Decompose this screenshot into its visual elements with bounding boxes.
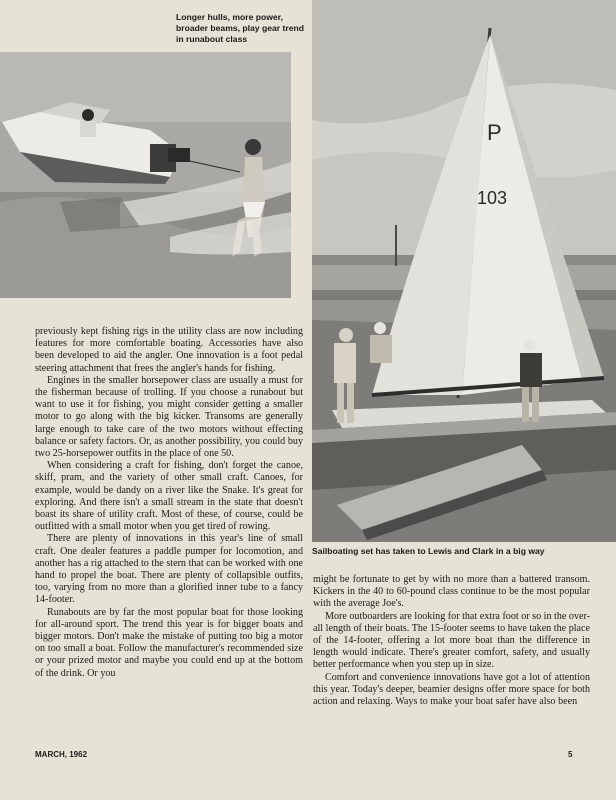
paragraph: Runabouts are by far the most popular boat for those looking for all-around sport. The trend this year is for bigger boats and bigger motors. Don't make the mistake of putting too big a motor on too small a boat. Follow the manufacturer's recommended size or your prized motor and maybe you could end up at the bottom of the drink. Or you [35, 606, 303, 679]
sail-number: 103 [477, 188, 508, 208]
paragraph: Comfort and convenience innovations have got a lot of attention this year. Today's deeper, beamier designs offer more space for both action and relaxing. Ways to make your boat safer have also been [313, 671, 590, 708]
page-number: 5 [568, 750, 573, 759]
left-text-column [35, 326, 303, 680]
sailboat-caption: Sailboating set has taken to Lewis and Clark in a big way [312, 546, 545, 556]
sailboat-photo [312, 0, 616, 542]
right-text-column [313, 574, 590, 708]
paragraph: When considering a craft for fishing, don't forget the canoe, skiff, pram, and the variety of other small craft. Canoes, for example, would be dandy on a river like the Snake. It's great for exploring. And there isn't a small stream in the state that doesn't boast its share of utility craft. Most of these, of course, could be outfitted with a small motor when you get tired of rowing. [35, 460, 303, 533]
runabout-waterskier-photo [0, 52, 291, 298]
paragraph: might be fortunate to get by with no more than a battered transom. Kickers in the 40 to 60-pound class continue to be the most popular with the average Joe's. [313, 574, 590, 610]
issue-date: MARCH, 1962 [35, 750, 88, 759]
paragraph: More outboarders are looking for that extra foot or so in the over-all length of their boats. The 15-footer seems to have taken the place of the 14-footer, offering a lot more boat than the difference in length would indicate. There's greater comfort, safety, and usually better performance when you step up in size. [313, 610, 590, 671]
paragraph: previously kept fishing rigs in the utility class are now including features for more comfortable boating. Accessories have also been developed to aid the angler. One innovation is a foot pedal steering attachment that frees the angler's hands for fishing. [35, 326, 303, 374]
paragraph: Engines in the smaller horsepower class are usually a must for the fisherman because of trolling. If you choose a runabout but want to use it for fishing, you might consider getting a smaller motor to go along with the big kicker. Transoms are generally large enough to take care of the two motors without effecting balance or safety factors. Or, as another possibility, you could buy two 25-horsepower outfits in the place of one 50. [35, 374, 303, 460]
runabout-caption: Longer hulls, more power, broader beams, play gear trend in runabout class [176, 12, 304, 44]
paragraph: There are plenty of innovations in this year's line of small craft. One dealer features a paddle pumper for locomotion, and another has a rig attached to the stern that can be worked with one hand to propel the boat. There are plenty of collapsible outfits, too, varying from no more than a glorified inner tube to a fancy 14-footer. [35, 533, 303, 606]
sail-letter: P [487, 120, 502, 145]
